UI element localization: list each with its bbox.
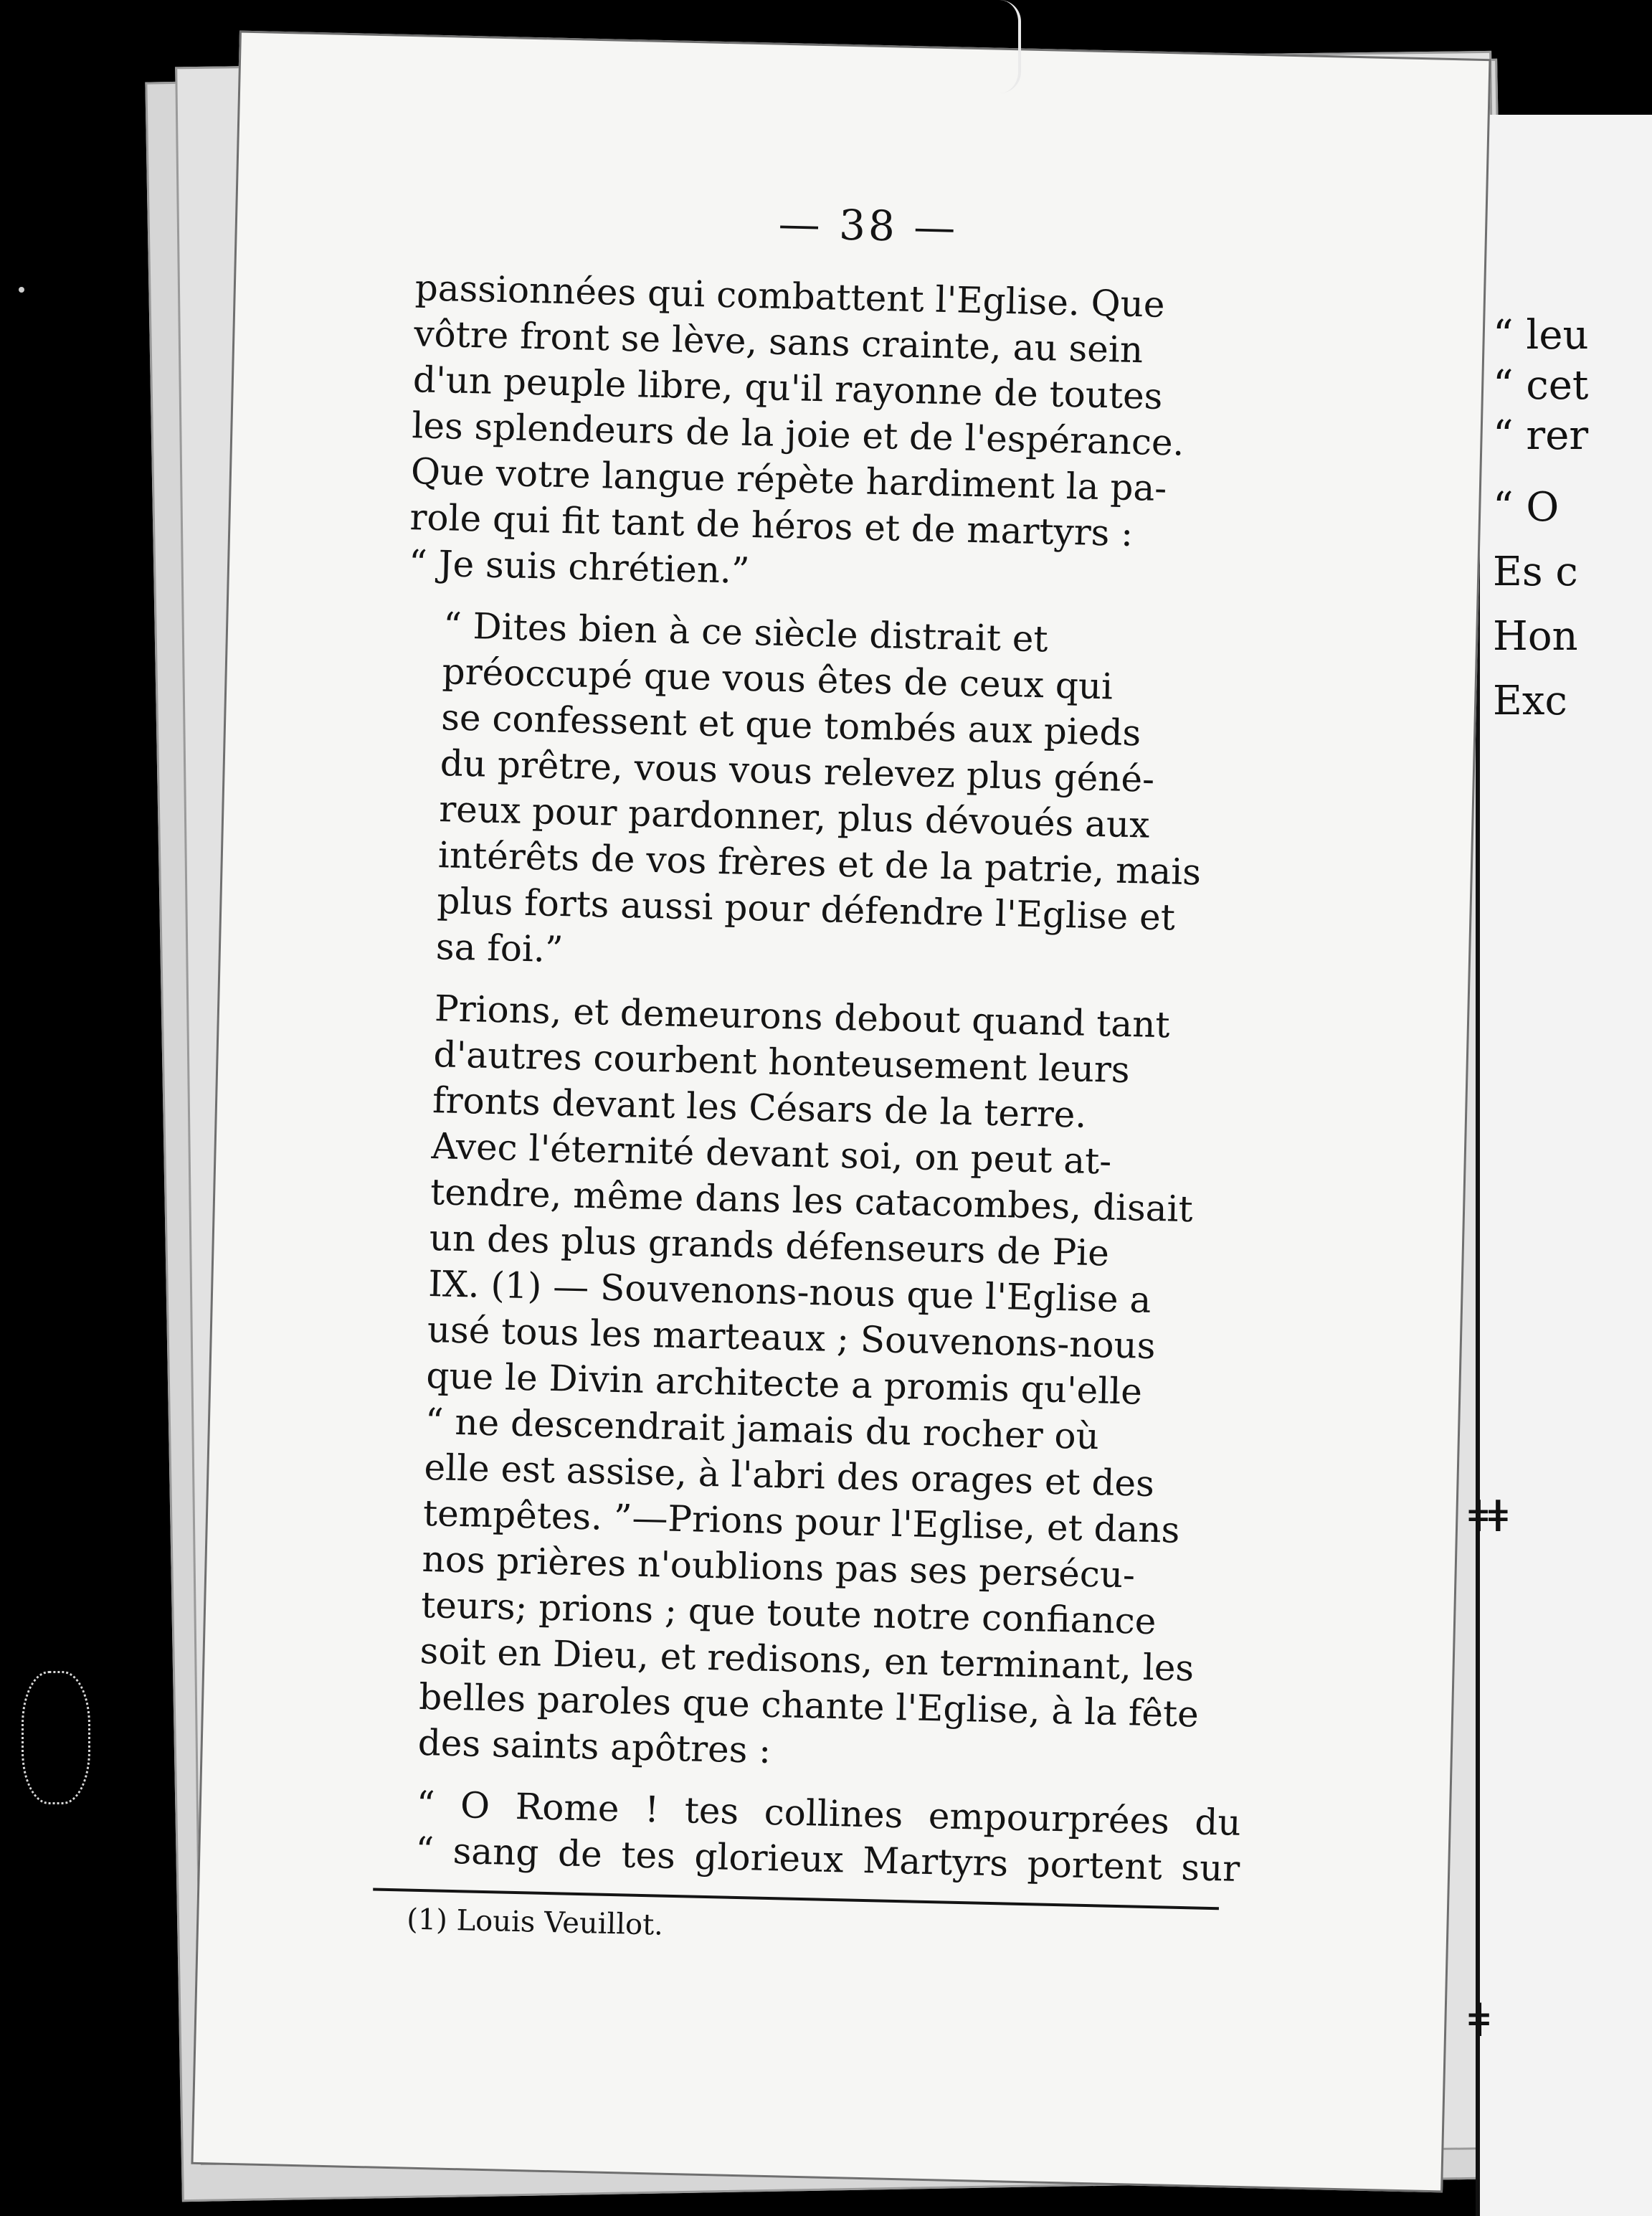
facing-page-line: “ leu <box>1493 312 1589 359</box>
text-line: fronts devant les Césars de la terre. <box>432 1079 1087 1136</box>
text-line: “ sang de tes glorieux Martyrs portent sur <box>414 1829 1240 1890</box>
text-line: d'autres courbent honteusement leurs <box>433 1033 1131 1092</box>
text-line: “ ne descendrait jamais du rocher où <box>424 1400 1100 1458</box>
facing-page-line: “ cet <box>1493 362 1589 409</box>
text-line: tempêtes. ”—Prions pour l'Eglise, et dans <box>422 1492 1180 1551</box>
text-line: elle est assise, à l'abri des orages et des <box>423 1446 1155 1505</box>
text-line: sa foi.” <box>435 926 564 971</box>
text-line: usé tous les marteaux ; Souvenons-nous <box>427 1308 1157 1368</box>
text-line: Que votre langue répète hardiment la pa- <box>410 450 1167 510</box>
text-line: se confessent et que tombés aux pieds <box>440 696 1141 754</box>
text-line: que le Divin architecte a promis qu'elle <box>425 1354 1143 1413</box>
text-line: soit en Dieu, et redisons, en terminant, les <box>419 1629 1195 1690</box>
thread-scrap-mark <box>22 1671 90 1804</box>
text-line: du prêtre, vous vous relevez plus géné- <box>440 742 1155 800</box>
text-line: Avec l'éternité devant soi, on peut at- <box>431 1125 1112 1183</box>
text-line: belles paroles que chante l'Eglise, à la fête <box>418 1675 1200 1736</box>
text-line: des saints apôtres : <box>417 1721 772 1772</box>
paper-scrap-mark <box>989 0 1021 93</box>
text-line: role qui fit tant de héros et de martyrs : <box>409 496 1134 555</box>
paragraph <box>381 985 1259 1784</box>
footnote: (1) Louis Veuillot. <box>406 1903 664 1942</box>
facing-page-fragment <box>1468 115 1652 2216</box>
facing-page-line: Hon <box>1493 613 1578 660</box>
text-line: nos prières n'oublions pas ses persécu- <box>422 1538 1136 1596</box>
text-line: “ O Rome ! tes collines empourprées du <box>416 1783 1242 1844</box>
page-number: — 38 — <box>777 199 959 252</box>
text-line: tendre, même dans les catacombes, disait <box>429 1171 1194 1231</box>
facing-page-line: “ rer <box>1493 412 1589 459</box>
text-line: vôtre front se lève, sans crainte, au sein <box>413 313 1144 371</box>
facing-page-line: Es c <box>1493 549 1578 595</box>
paragraph <box>399 602 1268 988</box>
text-line: reux pour pardonner, plus dévoués aux <box>438 788 1151 846</box>
text-line: Prions, et demeurons debout quand tant <box>434 988 1171 1046</box>
facing-page-line: Exc <box>1493 678 1567 724</box>
text-line: plus forts aussi pour défendre l'Eglise et <box>436 880 1176 939</box>
dust-speck <box>19 287 24 293</box>
text-line: “ Dites bien à ce siècle distrait et <box>442 605 1049 660</box>
text-line: préoccupé que vous êtes de ceux qui <box>442 650 1114 708</box>
text-line: IX. (1) — Souvenons-nous que l'Eglise a <box>427 1263 1152 1321</box>
book-page <box>191 31 1491 2193</box>
text-line: intérêts de vos frères et de la patrie, mais <box>437 834 1202 894</box>
text-line: d'un peuple libre, qu'il rayonne de toutes <box>412 359 1164 417</box>
text-line: “ Je suis chrétien.” <box>408 542 751 592</box>
text-line: les splendeurs de la joie et de l'espérance. <box>411 404 1185 464</box>
facing-page-line: “ O <box>1493 484 1560 531</box>
page-text-block <box>378 194 1278 1956</box>
binding-stitch-mark: ǂ <box>1468 1994 1490 2047</box>
text-line: passionnées qui combattent l'Eglise. Que <box>414 267 1166 326</box>
text-line: un des plus grands défenseurs de Pie <box>429 1217 1110 1274</box>
binding-stitch-mark: ǂǂ <box>1468 1492 1509 1542</box>
paragraph <box>379 1781 1242 1892</box>
text-line: teurs; prions ; que toute notre confiance <box>420 1583 1157 1643</box>
paragraph <box>408 265 1276 605</box>
